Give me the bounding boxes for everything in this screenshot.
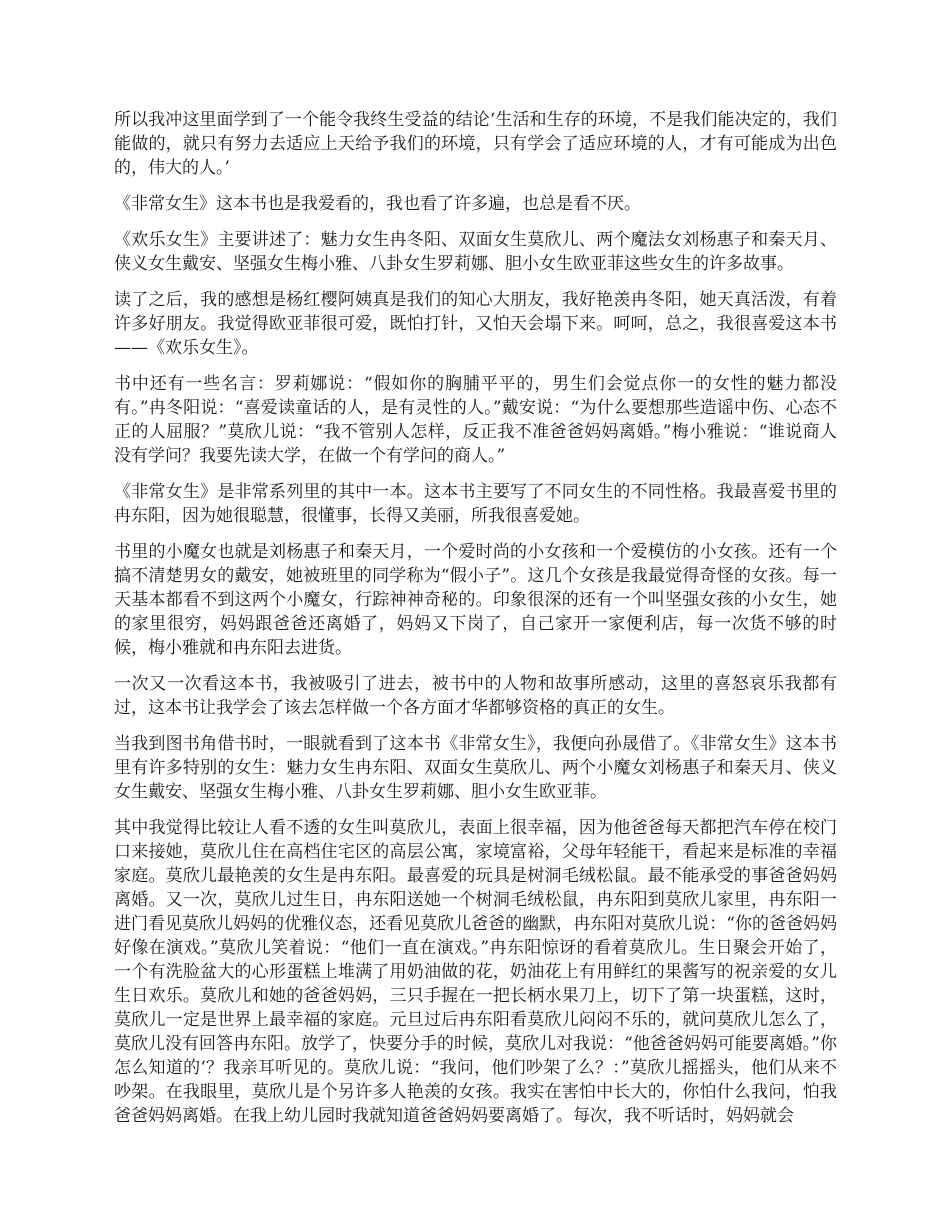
paragraph-9: 当我到图书角借书时，一眼就看到了这本书《非常女生》，我便向孙晟借了。《非常女生》这本书里有许多特别的女生：魅力女生冉东阳、双面女生莫欣儿、两个小魔女刘杨惠子和秦天月、侠义女生戴安、坚强女生梅小雅、八卦女生罗莉娜、胆小女生欧亚菲。 [114,734,837,802]
paragraph-8: 一次又一次看这本书，我被吸引了进去，被书中的人物和故事所感动，这里的喜怒哀乐我都有过，这本书让我学会了该去怎样做一个各方面才华都够资格的真正的女生。 [114,674,837,718]
paragraph-1: 所以我冲这里面学到了一个能令我终生受益的结论‘生活和生存的环境，不是我们能决定的，我们能做的，就只有努力去适应上天给予我们的环境，只有学会了适应环境的人，才有可能成为出色的，伟大的人。’ [114,110,837,178]
paragraph-5: 书中还有一些名言：罗莉娜说：“假如你的胸脯平平的，男生们会觉点你一的女性的魅力都没有。”冉冬阳说：“喜爱读童话的人，是有灵性的人。”戴安说：“为什么要想那些造谣中伤、心态不正的人屈服？”莫欣儿说：“我不管别人怎样，反正我不准爸爸妈妈离婚。”梅小雅说：“谁说商人没有学问？我要先读大学，在做一个有学问的商人。” [114,374,837,466]
paragraph-4: 读了之后，我的感想是杨红樱阿姨真是我们的知心大朋友，我好艳羡冉冬阳，她天真活泼，有着许多好朋友。我觉得欧亚菲很可爱，既怕打针，又怕天会塌下来。呵呵，总之，我很喜爱这本书——《欢乐女生》。 [114,290,837,358]
paragraph-7: 书里的小魔女也就是刘杨惠子和秦天月，一个爱时尚的小女孩和一个爱模仿的小女孩。还有一个搞不清楚男女的戴安，她被班里的同学称为“假小子”。这几个女孩是我最觉得奇怪的女孩。每一天基本都看不到这两个小魔女，行踪神神奇秘的。印象很深的还有一个叫坚强女孩的小女生，她的家里很穷，妈妈跟爸爸还离婚了，妈妈又下岗了，自己家开一家便利店，每一次货不够的时候，梅小雅就和冉东阳去进货。 [114,542,837,658]
paragraph-10: 其中我觉得比较让人看不透的女生叫莫欣儿，表面上很幸福，因为他爸爸每天都把汽车停在校门口来接她，莫欣儿住在高档住宅区的高层公寓，家境富裕，父母年轻能干，看起来是标准的幸福家庭。莫欣儿最艳羡的女生是冉东阳。最喜爱的玩具是树洞毛绒松鼠。最不能承受的事爸爸妈妈离婚。又一次，莫欣儿过生日，冉东阳送她一个树洞毛绒松鼠，冉东阳到莫欣儿家里，冉东阳一进门看见莫欣儿妈妈的优雅仪态，还看见莫欣儿爸爸的幽默，冉东阳对莫欣儿说：“你的爸爸妈妈好像在演戏。”莫欣儿笑着说：“他们一直在演戏。”冉东阳惊讶的看着莫欣儿。生日聚会开始了，一个有洗脸盆大的心形蛋糕上堆满了用奶油做的花，奶油花上有用鲜红的果酱写的祝亲爱的女儿生日欢乐。莫欣儿和她的爸爸妈妈，三只手握在一把长柄水果刀上，切下了第一块蛋糕，这时，莫欣儿一定是世界上最幸福的家庭。元旦过后冉东阳看莫欣儿闷闷不乐的，就问莫欣儿怎么了，莫欣儿没有回答冉东阳。放学了，快要分手的时候，莫欣儿对我说：“他爸爸妈妈可能要离婚。”你怎么知道的‘？我亲耳听见的。莫欣儿说：“我问，他们吵架了么？：”莫欣儿摇摇头，他们从来不吵架。在我眼里，莫欣儿是个另许多人艳羡的女孩。我实在害怕中长大的，你怕什么我问，怕我爸爸妈妈离婚。在我上幼儿园时我就知道爸爸妈妈要离婚了。每次，我不听话时，妈妈就会 [114,818,837,1126]
paragraph-3: 《欢乐女生》主要讲述了：魅力女生冉冬阳、双面女生莫欣儿、两个魔法女刘杨惠子和秦天月、侠义女生戴安、坚强女生梅小雅、八卦女生罗莉娜、胆小女生欧亚菲这些女生的许多故事。 [114,230,837,274]
paragraph-6: 《非常女生》是非常系列里的其中一本。这本书主要写了不同女生的不同性格。我最喜爱书里的冉东阳，因为她很聪慧，很懂事，长得又美丽，所我很喜爱她。 [114,482,837,526]
paragraph-2: 《非常女生》这本书也是我爱看的，我也看了许多遍，也总是看不厌。 [114,194,641,214]
